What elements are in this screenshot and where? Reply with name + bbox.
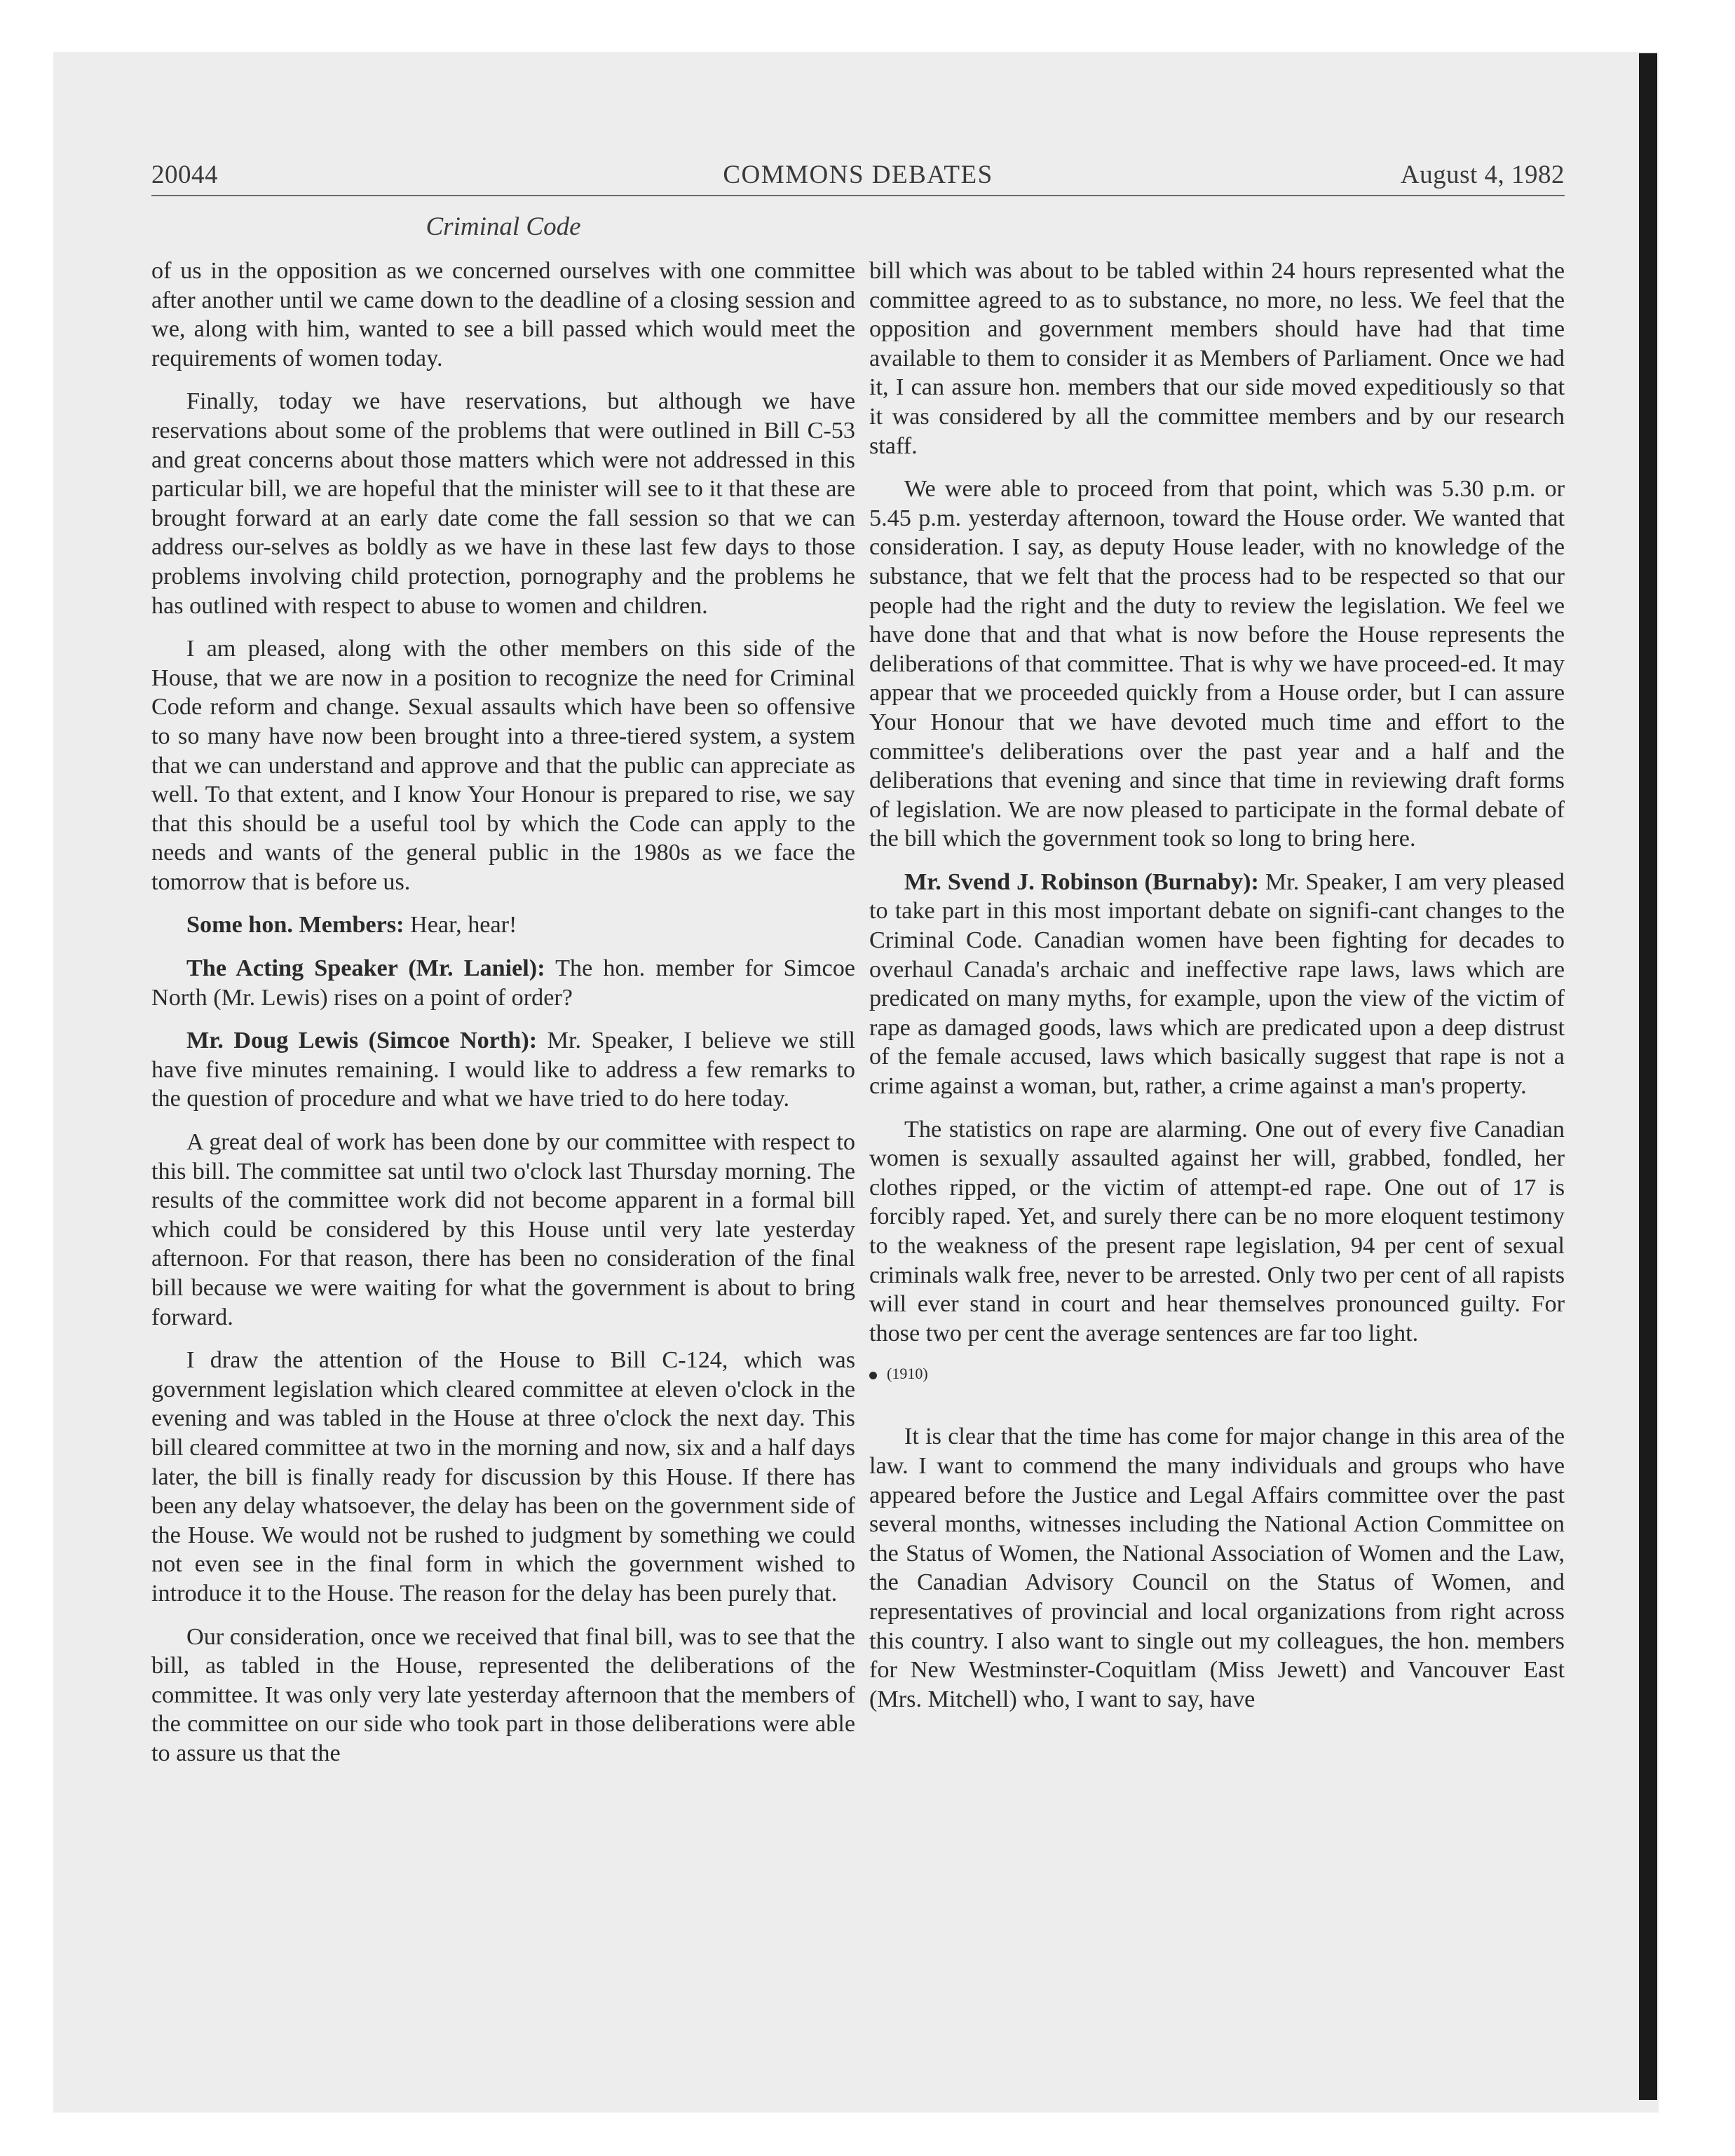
paragraph [869,257,1565,460]
time-marker-text: (1910) [887,1365,928,1383]
speaker-name: The Acting Speaker (Mr. Laniel): [186,955,545,982]
paragraph [151,1128,855,1332]
paragraph-text: It is clear that the time has come for major change in this area of the law. I want to commend the many individuals and groups who have appeared before the Justice and Legal Affairs committee over the past several months, witnesses including the National Action Committee on the Status of Women, the National Association of Women and the Law, the Canadian Advisory Council on the Status of Women, and representatives of provincial and local organizations from right across this country. I also want to single out my colleagues, the hon. members for New Westminster-Coquitlam (Miss Jewett) and Vancouver East (Mrs. Mitchell) who, I want to say, have [869,1424,1565,1712]
paragraph-text: Our consideration, once we received that final bill, was to see that the bill, as tabled in the House, represented the deliberations of the committee. It was only very late yesterday afternoon that the members of the committee on our side who took part in those deliberations were able to assure us that the [151,1623,855,1766]
paragraph-text: Mr. Speaker, I am very pleased to take part in this most important debate on signifi-cant changes to the Criminal Code. Canadian women have been fighting for decades to overhaul Canada's archaic and ineffective rape laws, laws which are predicated on many myths, for example, upon the view of the victim of rape as damaged goods, laws which are predicated upon a deep distrust of the female accused, laws which basically suggest that rape is not a crime against a woman, but, rather, a crime against a man's property. [869,868,1565,1100]
paragraph-text: bill which was about to be tabled within 24 hours represented what the committee agreed to as to substance, no more, no less. We feel that the opposition and government members should have had that time available to them to consider it as Members of Parliament. Once we had it, I can assure hon. members that our side moved expeditiously so that it was considered by all the committee members and by our research staff. [869,258,1565,459]
journal-title: COMMONS DEBATES [723,161,993,189]
paragraph [151,257,855,373]
header-rule [151,195,1565,196]
paragraph [151,954,855,1012]
paragraph-text: Finally, today we have reservations, but although we have reservations about some of the problems that were outlined in Bill C-53 and great concerns about those matters which were not addressed in this particular bill, we are hopeful that the minister will see to it that these are brought forward at an early date come the fall session so that we can address our-selves as boldly as we have in these last few days to those problems involving child protection, pornography and the problems he has outlined with respect to abuse to women and children. [151,388,855,619]
paragraph-text: The statistics on rape are alarming. One out of every five Canadian women is sexually assaulted against her will, grabbed, fondled, her clothes ripped, or the victim of attempt-ed rape. One out of 17 is forcibly raped. Yet, and surely there can be no more eloquent testimony to the weakness of the present rape legislation, 94 per cent of sexual criminals walk free, never to be arrested. Only two per cent of all rapists will ever stand in court and hear themselves pronounced guilty. For those two per cent the average sentences are far too light. [869,1116,1565,1346]
paragraph-text: The hon. member for Simcoe North (Mr. Lewis) rises on a point of order? [151,955,855,1011]
paragraph [151,1346,855,1608]
left-column [151,257,855,1782]
paragraph [869,1115,1565,1349]
paragraph-text: Hear, hear! [410,912,517,939]
speaker-name: Mr. Doug Lewis (Simcoe North): [186,1028,538,1054]
issue-date: August 4, 1982 [1400,161,1565,189]
section-title: Criminal Code [426,212,581,241]
speaker-name: Some hon. Members: [186,912,404,939]
speaker-name: Mr. Svend J. Robinson (Burnaby): [904,868,1259,895]
bullet-icon [869,1372,877,1379]
paragraph-text: I draw the attention of the House to Bill C-124, which was government legislation which cleared committee at eleven o'clock in the evening and was tabled in the House at three o'clock the next day. This bill cleared committee at two in the morning and now, six and a half days later, the bill is finally ready for discussion by this House. If there has been any delay whatsoever, the delay has been on the government side of the House. We would not be rushed to judgment by something we could not even see in the final form in which the government wished to introduce it to the House. The reason for the delay has been purely that. [151,1347,855,1606]
right-column [869,257,1565,1728]
paragraph-text: We were able to proceed from that point, which was 5.30 p.m. or 5.45 p.m. yesterday afternoon, toward the House order. We wanted that consideration. I say, as deputy House leader, with no knowledge of the substance, that we felt that the process had to be respected so that our people had the right and the duty to review the legislation. We feel we have done that and that what is now before the House represents the deliberations of that committee. That is why we have proceed-ed. It may appear that we proceeded quickly from a House order, but I can assure Your Honour that we have devoted much time and effort to the committee's deliberations over the past year and a half and the deliberations that evening and since that time in reviewing draft forms of legislation. We are now pleased to participate in the formal debate of the bill which the government took so long to bring here. [869,476,1565,852]
paragraph [151,634,855,896]
paragraph-text: of us in the opposition as we concerned ourselves with one committee after another until we came down to the deadline of a closing session and we, along with him, wanted to see a bill passed which would meet the requirements of women today. [151,258,855,371]
paragraph [151,387,855,620]
paragraph [869,1422,1565,1714]
paragraph [151,1623,855,1768]
paragraph-text: I am pleased, along with the other members on this side of the House, that we are now in a position to recognize the need for Criminal Code reform and change. Sexual assaults which have been so offensive to so many have now been brought into a three-tiered system, a system that we can understand and approve and that the public can appreciate as well. To that extent, and I know Your Honour is prepared to rise, we say that this should be a useful tool by which the Code can apply to the needs and wants of the general public in the 1980s as we face the tomorrow that is before us. [151,636,855,895]
time-marker [869,1363,1565,1384]
paragraph [869,475,1565,854]
paragraph-text: A great deal of work has been done by our committee with respect to this bill. The committee sat until two o'clock last Thursday morning. The results of the committee work did not become apparent in a formal bill which could be considered by this House until very late yesterday afternoon. For that reason, there has been no consideration of the final bill because we were waiting for what the government is about to bring forward. [151,1129,855,1330]
paragraph-text: Mr. Speaker, I believe we still have five minutes remaining. I would like to address a few remarks to the question of procedure and what we have tried to do here today. [151,1028,856,1112]
running-header [151,160,1565,196]
paragraph [869,868,1565,1101]
page-number: 20044 [151,161,218,189]
paragraph [151,1026,855,1114]
scan-edge-bar [1639,53,1657,2100]
paragraph [151,910,855,940]
